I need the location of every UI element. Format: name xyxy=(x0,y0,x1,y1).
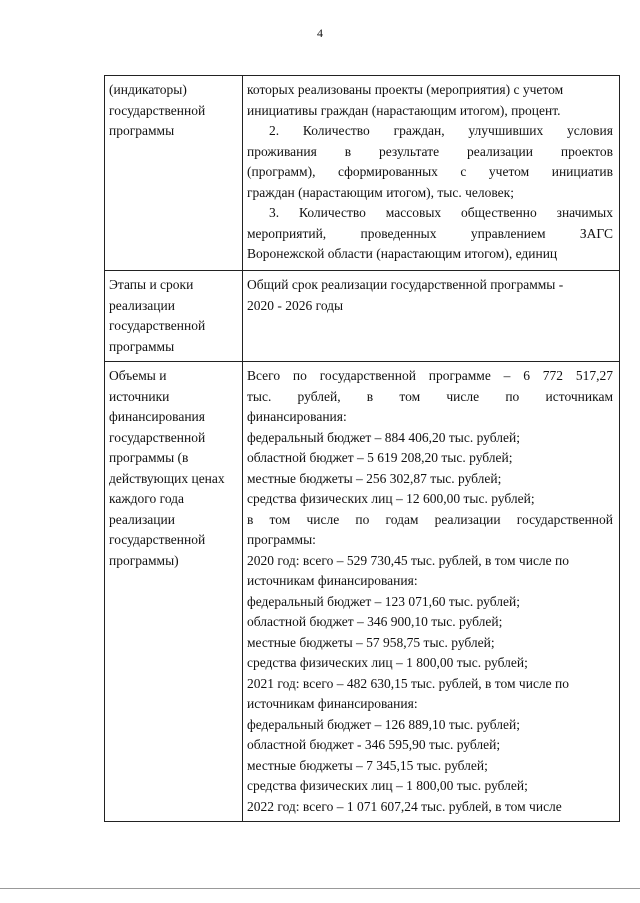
label-line: программы xyxy=(109,338,175,354)
value-line: местные бюджеты – 256 302,87 тыс. рублей; xyxy=(247,470,502,486)
label-line: государственной xyxy=(109,429,206,445)
value-line: областной бюджет – 346 900,10 тыс. рублей; xyxy=(247,614,503,629)
label-line: программы (в xyxy=(109,450,189,465)
row-label xyxy=(105,362,243,822)
value-line: местные бюджеты – 57 958,75 тыс. рублей; xyxy=(247,634,495,650)
table-row-indicators xyxy=(105,76,620,271)
value-line: средства физических лиц – 1 800,00 тыс. рублей; xyxy=(247,778,528,793)
value-line: федеральный бюджет – 126 889,10 тыс. рублей; xyxy=(247,716,520,732)
value-line: федеральный бюджет – 123 071,60 тыс. рублей; xyxy=(247,593,520,609)
value-line: областной бюджет - 346 595,90 тыс. рублей; xyxy=(247,737,501,752)
value-line: Воронежской области (нарастающим итогом), единиц xyxy=(247,246,558,261)
row-value xyxy=(243,362,620,822)
value-line: Общий срок реализации государственной программы - xyxy=(247,277,564,292)
label-line: государственной xyxy=(109,318,206,333)
value-line: (программ), сформированных с учетом инициатив xyxy=(247,164,613,179)
value-line: источникам финансирования: xyxy=(247,573,418,588)
value-line: финансирования: xyxy=(247,409,347,424)
label-line: Этапы и сроки xyxy=(109,277,194,292)
page-bottom-divider xyxy=(0,888,640,889)
label-line: каждого года xyxy=(109,491,185,506)
value-line: 2. Количество граждан, улучшивших условия xyxy=(269,123,613,138)
value-line: 2021 год: всего – 482 630,15 тыс. рублей, в том числе по xyxy=(247,675,570,691)
label-line: Объемы и xyxy=(109,368,167,383)
value-line: граждан (нарастающим итогом), тыс. человек; xyxy=(247,184,514,200)
label-line: реализации xyxy=(109,297,175,313)
value-line: федеральный бюджет – 884 406,20 тыс. рублей; xyxy=(247,429,520,445)
table-row-stages xyxy=(105,271,620,362)
page-number: 4 xyxy=(317,26,323,40)
label-line: (индикаторы) xyxy=(109,82,187,97)
value-line: местные бюджеты – 7 345,15 тыс. рублей; xyxy=(247,757,488,773)
label-line: программы xyxy=(109,123,175,138)
table-row-financing xyxy=(105,362,620,822)
label-line: государственной xyxy=(109,102,206,118)
value-line: тыс. рублей, в том числе по источникам xyxy=(247,388,613,404)
value-line: 2022 год: всего – 1 071 607,24 тыс. рублей, в том числе xyxy=(247,798,562,814)
value-line: инициативы граждан (нарастающим итогом), процент. xyxy=(247,102,561,118)
value-line: источникам финансирования: xyxy=(247,696,418,711)
row-label xyxy=(105,76,243,271)
program-passport-table xyxy=(104,75,620,822)
value-line: которых реализованы проекты (мероприятия) с учетом xyxy=(247,82,564,97)
value-line: проживания в результате реализации проектов xyxy=(247,143,613,159)
value-line: средства физических лиц – 12 600,00 тыс. рублей; xyxy=(247,491,535,506)
label-line: реализации xyxy=(109,511,175,527)
value-line: Всего по государственной программе – 6 772 517,27 xyxy=(247,368,613,383)
value-line: в том числе по годам реализации государственной xyxy=(247,511,613,527)
label-line: действующих ценах xyxy=(109,470,225,486)
value-line: программы: xyxy=(247,532,316,547)
row-value xyxy=(243,271,620,362)
value-line: мероприятий, проведенных управлением ЗАГС xyxy=(247,225,613,241)
row-label xyxy=(105,271,243,362)
row-value xyxy=(243,76,620,271)
value-line: средства физических лиц – 1 800,00 тыс. рублей; xyxy=(247,655,528,670)
value-line: 2020 год: всего – 529 730,45 тыс. рублей, в том числе по xyxy=(247,552,570,568)
label-line: государственной xyxy=(109,532,206,547)
label-line: программы) xyxy=(109,552,179,568)
value-line: 3. Количество массовых общественно значимых xyxy=(269,205,613,220)
label-line: финансирования xyxy=(109,409,205,424)
value-line: 2020 - 2026 годы xyxy=(247,297,344,313)
value-line: областной бюджет – 5 619 208,20 тыс. рублей; xyxy=(247,450,513,465)
label-line: источники xyxy=(109,388,170,404)
